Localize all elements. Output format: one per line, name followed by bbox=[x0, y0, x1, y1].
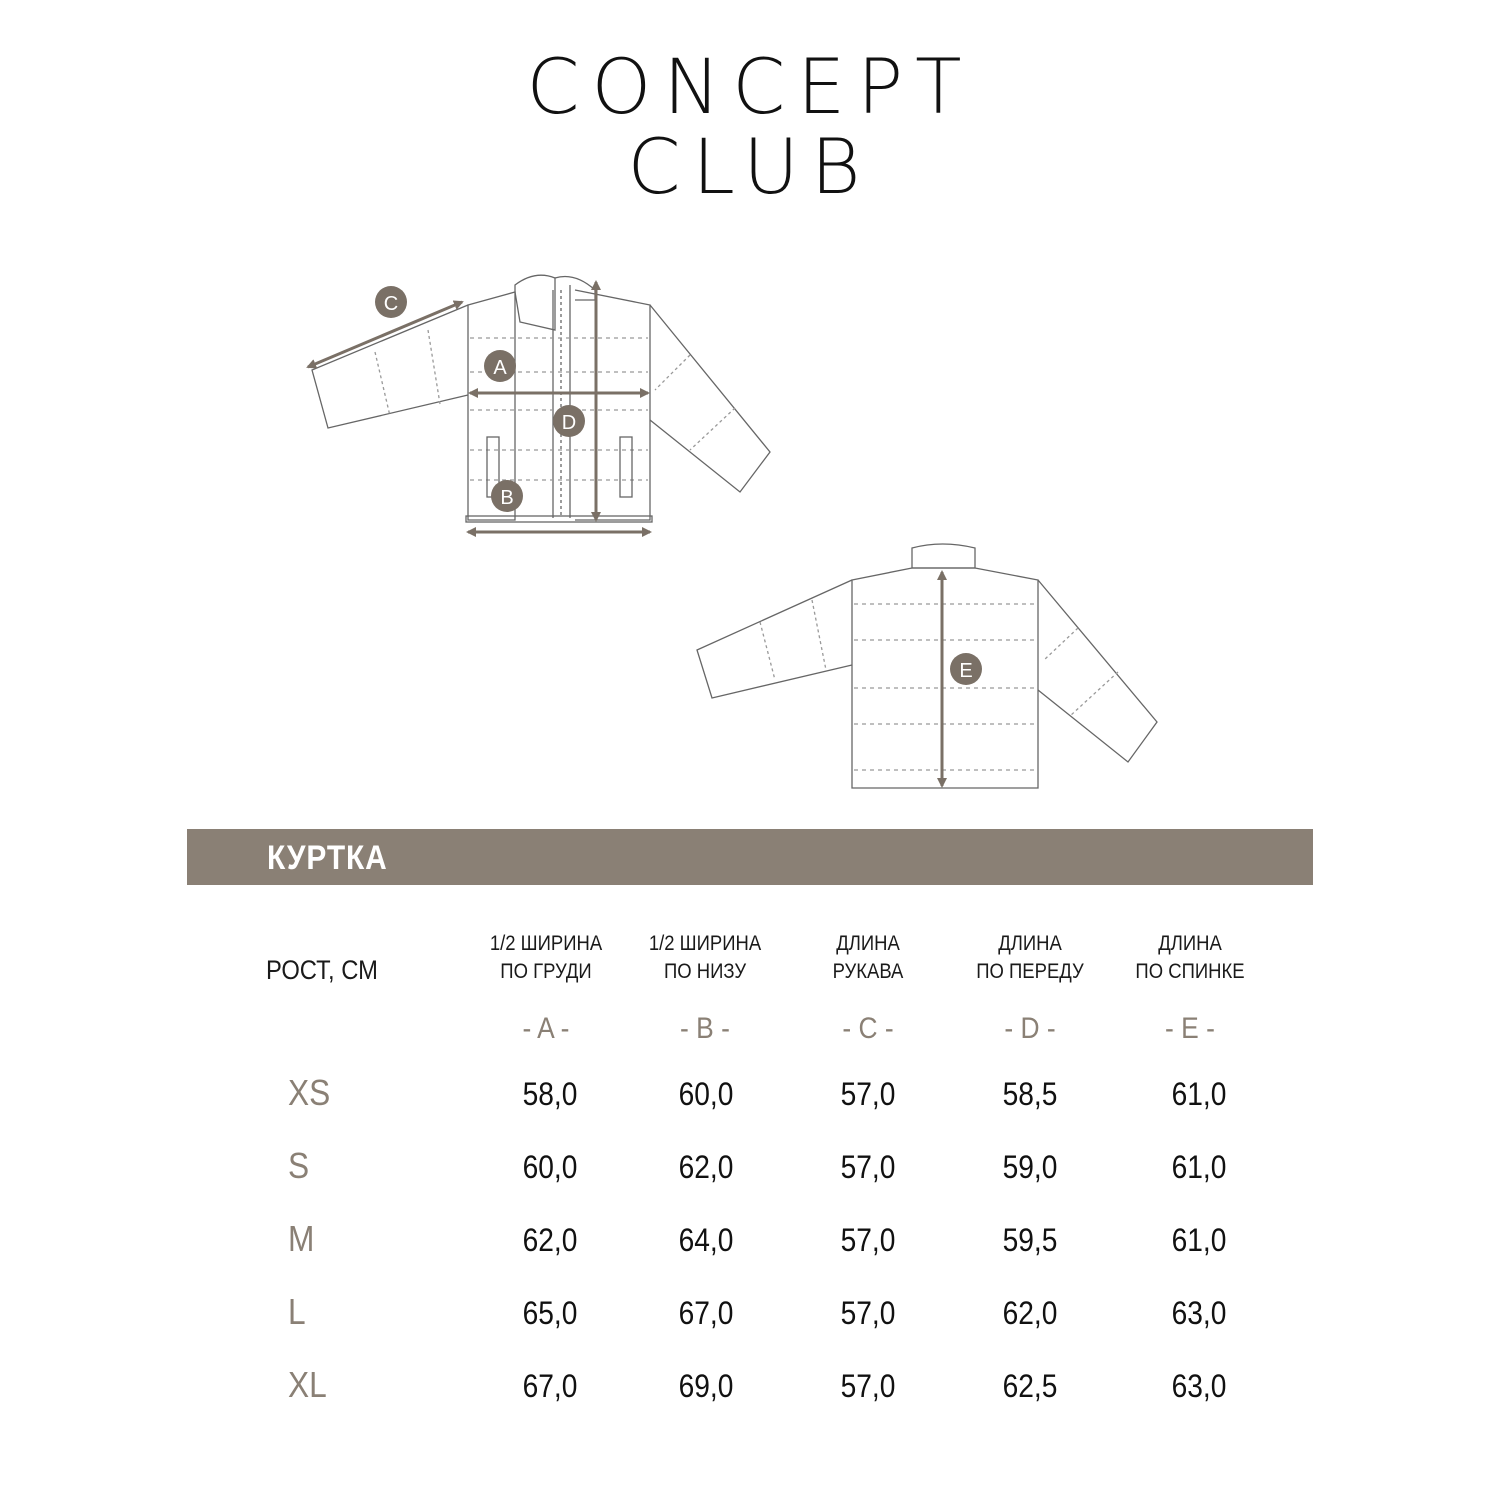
badge-d bbox=[553, 405, 585, 437]
column-header-3 bbox=[951, 930, 1109, 986]
column-header-line2: ПО ПЕРЕДУ bbox=[976, 960, 1084, 983]
jacket-back-drawing bbox=[697, 544, 1157, 788]
size-label: XS bbox=[288, 1072, 331, 1113]
table-cell: 57,0 bbox=[840, 1076, 896, 1112]
column-code-1: - B - bbox=[680, 1012, 730, 1045]
column-header-1 bbox=[626, 930, 784, 986]
table-cell: 67,0 bbox=[678, 1295, 734, 1331]
table-cell: 57,0 bbox=[840, 1368, 896, 1404]
column-code-4: - E - bbox=[1165, 1012, 1215, 1045]
column-header-4 bbox=[1111, 930, 1269, 986]
badge-b bbox=[491, 480, 523, 512]
table-cell: 61,0 bbox=[1171, 1149, 1227, 1185]
table-title-band bbox=[187, 829, 1313, 885]
brand-logo-line1: CONCEPT bbox=[526, 42, 974, 131]
table-cell: 59,5 bbox=[1002, 1222, 1058, 1258]
table-cell: 57,0 bbox=[840, 1149, 896, 1185]
row-header: РОСТ, СМ bbox=[266, 955, 378, 985]
column-header-line1: 1/2 ШИРИНА bbox=[489, 932, 603, 955]
table-cell: 60,0 bbox=[522, 1149, 578, 1185]
column-header-line2: ПО ГРУДИ bbox=[500, 960, 592, 983]
table-cell: 61,0 bbox=[1171, 1076, 1227, 1112]
size-label: S bbox=[288, 1145, 310, 1186]
column-header-2 bbox=[789, 930, 947, 986]
badge-a bbox=[484, 350, 516, 382]
table-cell: 57,0 bbox=[840, 1222, 896, 1258]
table-cell: 62,0 bbox=[522, 1222, 578, 1258]
table-cell: 58,0 bbox=[522, 1076, 578, 1112]
table-cell: 62,0 bbox=[1002, 1295, 1058, 1331]
column-header-0 bbox=[467, 930, 625, 986]
size-label: XL bbox=[288, 1364, 327, 1405]
column-code-2: - C - bbox=[842, 1012, 894, 1045]
badge-letter-b: B bbox=[500, 487, 514, 509]
column-code-0: - A - bbox=[522, 1012, 570, 1045]
table-cell: 63,0 bbox=[1171, 1295, 1227, 1331]
column-header-line1: ДЛИНА bbox=[836, 932, 900, 955]
column-header-line2: ПО СПИНКЕ bbox=[1135, 960, 1245, 983]
badge-letter-a: A bbox=[493, 357, 507, 379]
table-cell: 62,0 bbox=[678, 1149, 734, 1185]
table-cell: 59,0 bbox=[1002, 1149, 1058, 1185]
table-cell: 57,0 bbox=[840, 1295, 896, 1331]
column-header-line2: РУКАВА bbox=[832, 960, 904, 983]
table-cell: 65,0 bbox=[522, 1295, 578, 1331]
table-cell: 62,5 bbox=[1002, 1368, 1058, 1404]
column-header-line1: ДЛИНА bbox=[1158, 932, 1222, 955]
table-cell: 69,0 bbox=[678, 1368, 734, 1404]
badge-letter-c: C bbox=[383, 293, 399, 315]
column-header-line1: ДЛИНА bbox=[998, 932, 1062, 955]
badge-letter-e: E bbox=[959, 660, 973, 682]
badge-e bbox=[950, 653, 982, 685]
table-cell: 63,0 bbox=[1171, 1368, 1227, 1404]
table-cell: 60,0 bbox=[678, 1076, 734, 1112]
brand-logo-line2: CLUB bbox=[627, 122, 873, 211]
table-cell: 58,5 bbox=[1002, 1076, 1058, 1112]
size-label: M bbox=[288, 1218, 315, 1259]
table-title: КУРТКА bbox=[267, 839, 388, 877]
table-cell: 64,0 bbox=[678, 1222, 734, 1258]
column-header-line2: ПО НИЗУ bbox=[663, 960, 747, 983]
badge-c bbox=[375, 286, 407, 318]
size-label: L bbox=[288, 1291, 306, 1332]
table-cell: 61,0 bbox=[1171, 1222, 1227, 1258]
column-header-line1: 1/2 ШИРИНА bbox=[648, 932, 762, 955]
column-code-3: - D - bbox=[1004, 1012, 1056, 1045]
badge-letter-d: D bbox=[561, 412, 577, 434]
table-cell: 67,0 bbox=[522, 1368, 578, 1404]
